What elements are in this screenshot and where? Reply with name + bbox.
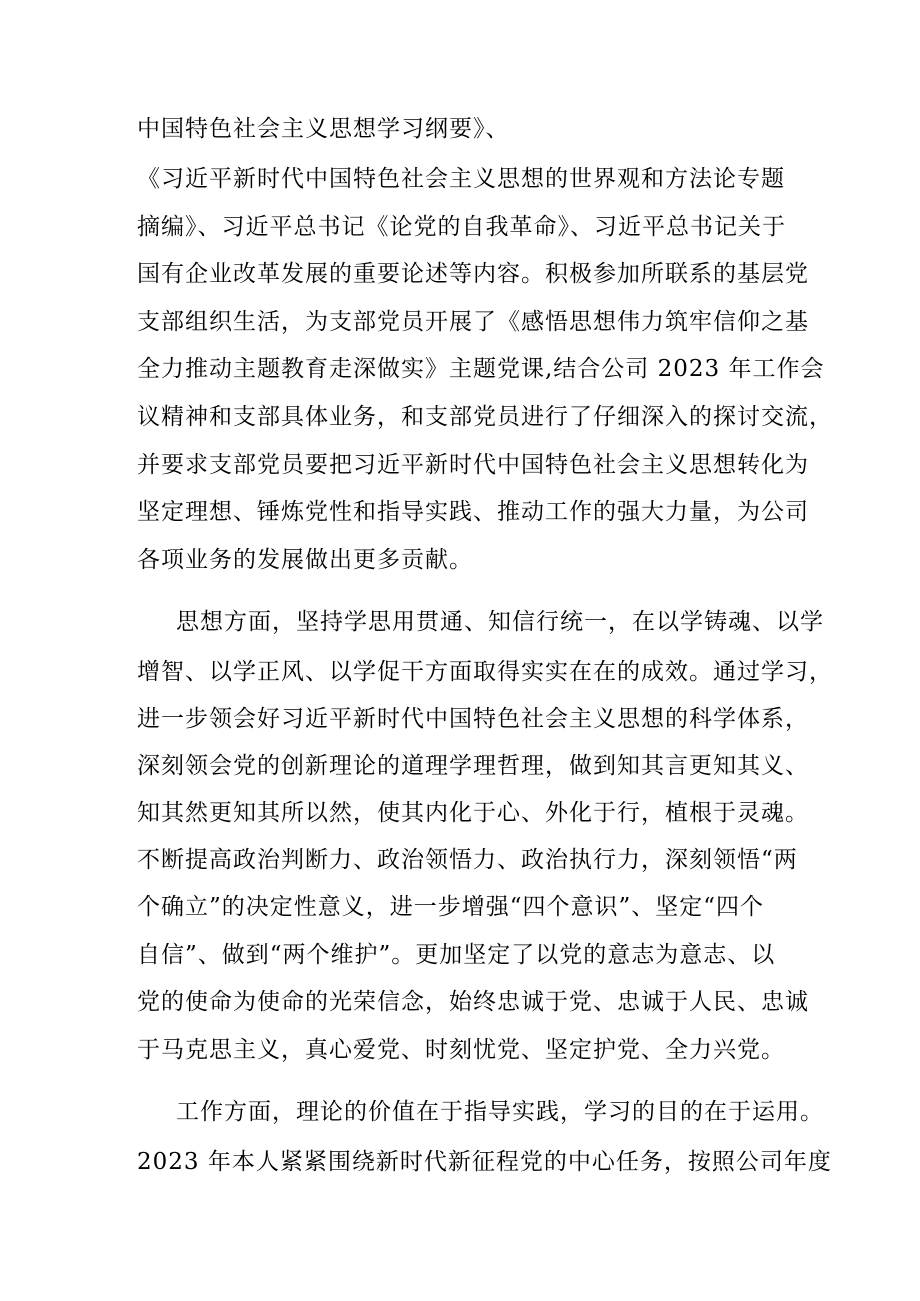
text-line: 各项业务的发展做出更多贡献。 [137,547,473,573]
text-line: 支部组织生活，为支部党员开展了《感悟思想伟力筑牢信仰之基 [137,309,809,335]
text-line: 深刻领会党的创新理论的道理学理哲理，做到知其言更知其义、 [137,753,809,779]
text-line: 知其然更知其所以然，使其内化于心、外化于行，植根于灵魂。 [137,800,809,826]
text-line: 并要求支部党员要把习近平新时代中国特色社会主义思想转化为 [137,452,809,478]
text-line: 国有企业改革发展的重要论述等内容。积极参加所联系的基层党 [137,261,809,287]
text-line: 摘编》、习近平总书记《论党的自我革命》、习近平总书记关于 [137,214,786,240]
text-line: 《习近平新时代中国特色社会主义思想的世界观和方法论专题 [137,166,785,192]
text-line: 增智、以学正风、以学促干方面取得实实在在的成效。通过学习， [137,659,833,685]
text-line: 坚定理想、锤炼党性和指导实践、推动工作的强大力量，为公司 [137,499,809,525]
text-line: 不断提高政治判断力、政治领悟力、政治执行力，深刻领悟“两 [137,847,798,873]
text-line: 全力推动主题教育走深做实》主题党课,结合公司 2023 年工作会 [137,356,825,382]
text-line: 自信”、做到“两个维护”。更加坚定了以党的意志为意志、以 [137,942,776,968]
text-line: 党的使命为使命的光荣信念，始终忠诚于党、忠诚于人民、忠诚 [137,989,809,1015]
text-line: 中国特色社会主义思想学习纲要》、 [137,116,510,142]
text-line: 2023 年本人紧紧围绕新时代新征程党的中心任务，按照公司年度 [137,1149,832,1175]
text-line: 个确立”的决定性意义，进一步增强“四个意识”、坚定“四个 [137,894,765,920]
text-line: 议精神和支部具体业务，和支部党员进行了仔细深入的探讨交流， [137,404,833,430]
text-line: 工作方面，理论的价值在于指导实践，学习的目的在于运用。 [176,1099,824,1125]
text-line: 进一步领会好习近平新时代中国特色社会主义思想的科学体系， [137,706,809,732]
text-line: 于马克思主义，真心爱党、时刻忧党、坚定护党、全力兴党。 [137,1037,785,1063]
text-line: 思想方面，坚持学思用贯通、知信行统一，在以学铸魂、以学 [176,609,824,635]
